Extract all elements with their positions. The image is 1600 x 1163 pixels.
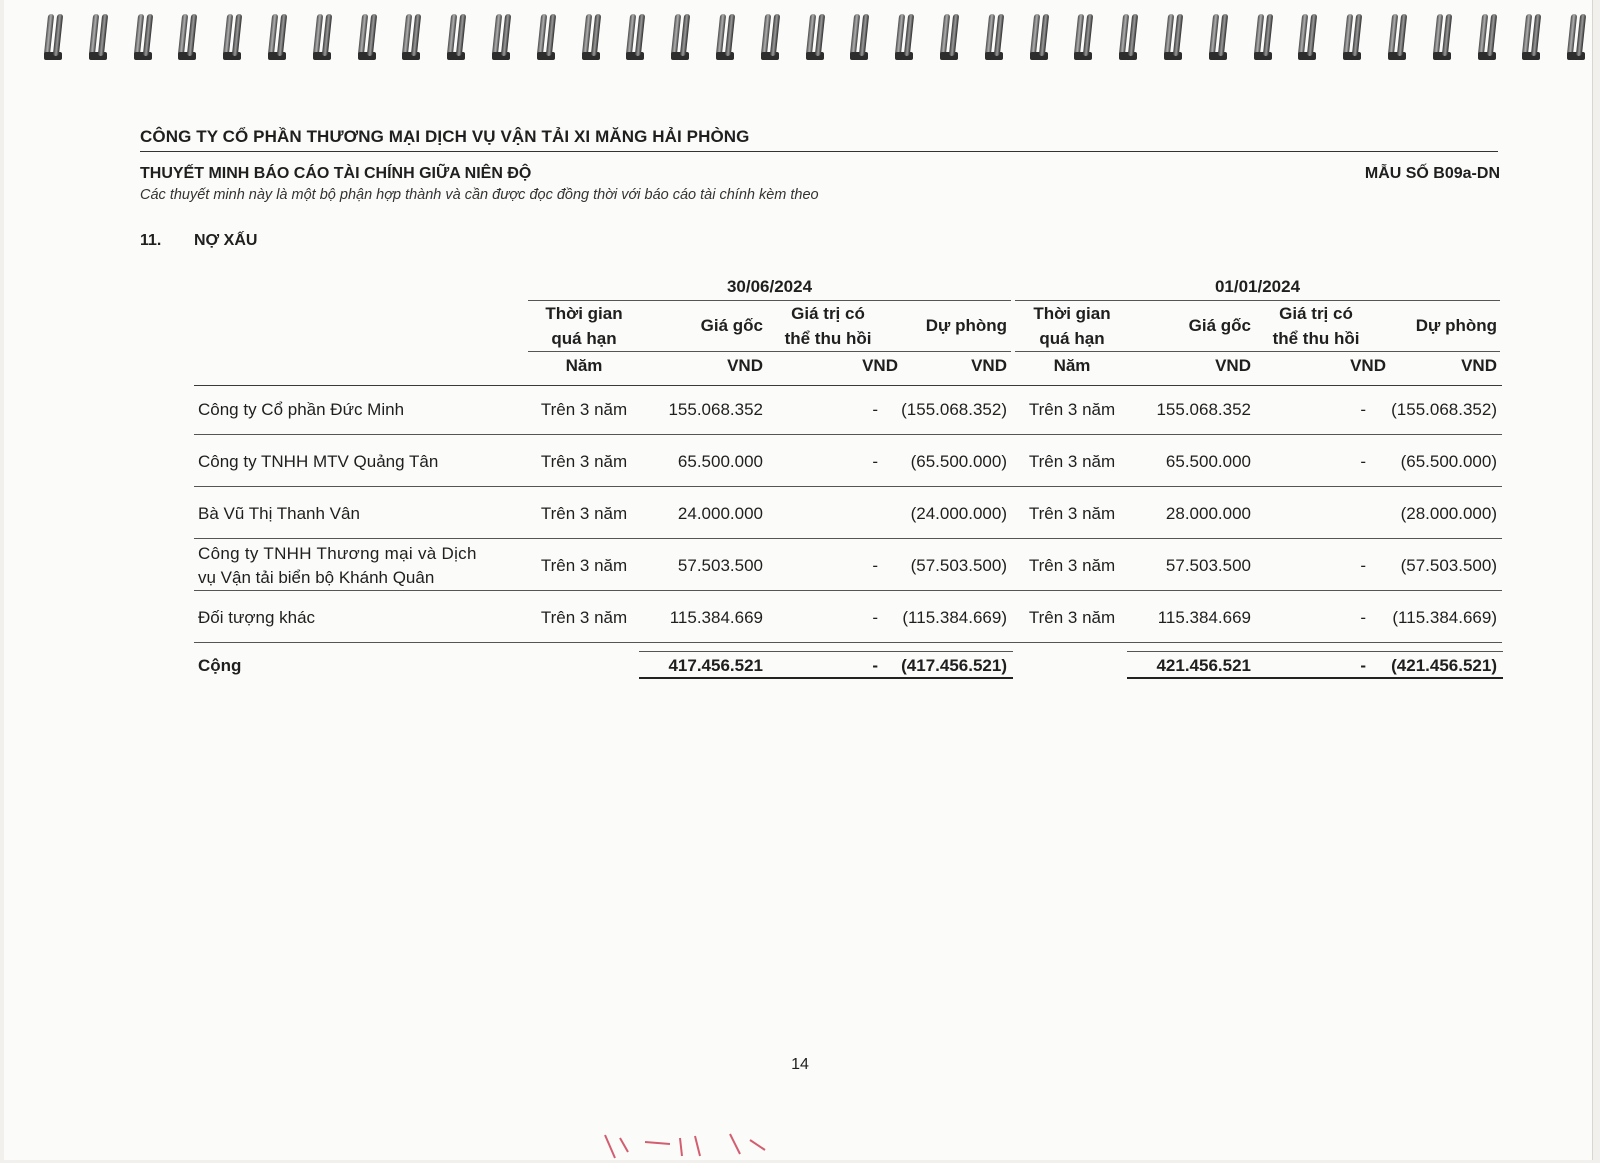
cell-provision: (155.068.352)	[1391, 400, 1497, 419]
binding-ring	[447, 12, 467, 58]
cell-recoverable: -	[872, 400, 878, 419]
binding-ring	[1030, 12, 1050, 58]
cell-provision: (57.503.500)	[910, 556, 1007, 575]
row-rule	[194, 434, 1502, 435]
cell-overdue: Trên 3 năm	[1028, 452, 1116, 471]
cell-recoverable: -	[1360, 452, 1366, 471]
cell-cost: 115.384.669	[669, 608, 763, 627]
document-note: Các thuyết minh này là một bộ phận hợp thành và cần được đọc đồng thời với báo cáo tài chính kèm theo	[140, 187, 819, 203]
cell-provision: (115.384.669)	[902, 608, 1007, 627]
cell-overdue: Trên 3 năm	[1028, 504, 1116, 523]
unit-label: VND	[1350, 356, 1386, 375]
cell-provision: (115.384.669)	[1392, 608, 1497, 627]
cell-cost: 115.384.669	[1157, 608, 1251, 627]
cell-cost: 57.503.500	[1165, 556, 1251, 575]
binding-ring	[806, 12, 826, 58]
row-name: Công ty TNHH Thương mại và Dịch	[198, 544, 477, 563]
total-top-rule	[639, 651, 1013, 652]
cell-cost: 65.500.000	[677, 452, 763, 471]
binding-ring	[1209, 12, 1229, 58]
period-header: 30/06/2024	[726, 277, 813, 296]
period-header: 01/01/2024	[1214, 277, 1301, 296]
binding-ring	[1254, 12, 1274, 58]
total-bottom-rule	[639, 677, 1013, 679]
row-rule	[194, 538, 1502, 539]
cell-overdue: Trên 3 năm	[1028, 400, 1116, 419]
cell-overdue: Trên 3 năm	[1028, 556, 1116, 575]
cell-recoverable: -	[872, 608, 878, 627]
row-name: Bà Vũ Thị Thanh Vân	[198, 504, 360, 523]
binding-ring	[895, 12, 915, 58]
cell-provision: (65.500.000)	[1400, 452, 1497, 471]
binding-ring	[985, 12, 1005, 58]
cell-provision: (28.000.000)	[1400, 504, 1497, 523]
cell-provision: (155.068.352)	[901, 400, 1007, 419]
col-cost-header: Giá gốc	[1188, 316, 1251, 335]
total-cost: 421.456.521	[1156, 656, 1251, 675]
binding-ring	[626, 12, 646, 58]
binding-ring	[1164, 12, 1184, 58]
row-rule	[194, 642, 1502, 643]
total-recoverable: -	[872, 656, 878, 675]
unit-label: VND	[971, 356, 1007, 375]
cell-overdue: Trên 3 năm	[540, 452, 628, 471]
unit-label: VND	[727, 356, 763, 375]
row-name: vụ Vận tải biển bộ Khánh Quân	[198, 568, 435, 587]
col-overdue-header: quá hạn	[1039, 329, 1105, 348]
cell-provision: (24.000.000)	[910, 504, 1007, 523]
binding-ring	[313, 12, 333, 58]
binding-ring	[671, 12, 691, 58]
binding-ring	[44, 12, 64, 58]
col-cost-header: Giá gốc	[700, 316, 763, 335]
col-recoverable-header: thể thu hồi	[1272, 329, 1360, 348]
unit-label: Năm	[565, 356, 603, 375]
spiral-binding	[0, 0, 1600, 70]
binding-ring	[178, 12, 198, 58]
col-recoverable-header: Giá trị có	[1279, 304, 1353, 323]
cell-cost: 28.000.000	[1165, 504, 1251, 523]
binding-ring	[1433, 12, 1453, 58]
unit-label: VND	[1215, 356, 1251, 375]
binding-ring	[1388, 12, 1408, 58]
cell-cost: 65.500.000	[1165, 452, 1251, 471]
red-stamp-fragment	[600, 1130, 780, 1160]
binding-ring	[582, 12, 602, 58]
cell-provision: (57.503.500)	[1400, 556, 1497, 575]
cell-recoverable: -	[872, 556, 878, 575]
cell-overdue: Trên 3 năm	[540, 608, 628, 627]
binding-ring	[940, 12, 960, 58]
col-overdue-header: Thời gian	[545, 304, 623, 323]
cell-overdue: Trên 3 năm	[540, 400, 628, 419]
section-number: 11.	[140, 232, 162, 249]
header-rule	[528, 351, 1011, 352]
binding-ring	[268, 12, 288, 58]
binding-ring	[761, 12, 781, 58]
binding-ring	[716, 12, 736, 58]
binding-ring	[1567, 12, 1587, 58]
form-code: MẪU SỐ B09a-DN	[1364, 165, 1500, 182]
row-name: Công ty Cổ phần Đức Minh	[198, 400, 405, 419]
unit-label: Năm	[1053, 356, 1091, 375]
row-name: Công ty TNHH MTV Quảng Tân	[198, 452, 439, 471]
cell-cost: 57.503.500	[677, 556, 763, 575]
page-number: 14	[791, 1056, 809, 1073]
cell-overdue: Trên 3 năm	[540, 556, 628, 575]
total-provision: (417.456.521)	[901, 656, 1007, 675]
cell-overdue: Trên 3 năm	[540, 504, 628, 523]
row-rule	[194, 486, 1502, 487]
cell-cost: 24.000.000	[677, 504, 763, 523]
company-name: CÔNG TY CỔ PHẦN THƯƠNG MẠI DỊCH VỤ VẬN TẢI XI MĂNG HẢI PHÒNG	[140, 127, 1498, 152]
period-rule	[1015, 300, 1500, 301]
row-rule	[194, 590, 1502, 591]
cell-recoverable: -	[1360, 556, 1366, 575]
total-top-rule	[1127, 651, 1503, 652]
total-cost: 417.456.521	[668, 656, 763, 675]
header-rule	[1015, 351, 1500, 352]
col-provision-header: Dự phòng	[1415, 316, 1497, 335]
binding-ring	[1478, 12, 1498, 58]
total-provision: (421.456.521)	[1391, 656, 1497, 675]
binding-ring	[134, 12, 154, 58]
binding-ring	[1074, 12, 1094, 58]
unit-label: VND	[862, 356, 898, 375]
binding-ring	[402, 12, 422, 58]
col-recoverable-header: Giá trị có	[791, 304, 865, 323]
cell-recoverable: -	[1360, 608, 1366, 627]
cell-overdue: Trên 3 năm	[1028, 608, 1116, 627]
total-recoverable: -	[1360, 656, 1366, 675]
unit-label: VND	[1461, 356, 1497, 375]
binding-ring	[1298, 12, 1318, 58]
col-recoverable-header: thể thu hồi	[784, 329, 872, 348]
col-provision-header: Dự phòng	[925, 316, 1007, 335]
cell-provision: (65.500.000)	[910, 452, 1007, 471]
section-title: NỢ XẤU	[194, 232, 258, 249]
row-name: Đối tượng khác	[198, 608, 316, 627]
total-label: Cộng	[198, 656, 242, 675]
binding-ring	[223, 12, 243, 58]
section-heading	[140, 232, 257, 250]
cell-cost: 155.068.352	[1156, 400, 1251, 419]
col-overdue-header: quá hạn	[551, 329, 617, 348]
table-top-rule	[194, 385, 1502, 386]
cell-cost: 155.068.352	[668, 400, 763, 419]
col-overdue-header: Thời gian	[1033, 304, 1111, 323]
binding-ring	[358, 12, 378, 58]
total-bottom-rule	[1127, 677, 1503, 679]
cell-recoverable: -	[872, 452, 878, 471]
binding-ring	[1119, 12, 1139, 58]
binding-ring	[537, 12, 557, 58]
binding-ring	[1522, 12, 1542, 58]
binding-ring	[1343, 12, 1363, 58]
binding-ring	[89, 12, 109, 58]
cell-recoverable: -	[1360, 400, 1366, 419]
period-rule	[528, 300, 1011, 301]
document-title: THUYẾT MINH BÁO CÁO TÀI CHÍNH GIỮA NIÊN ĐỘ	[140, 165, 532, 182]
binding-ring	[850, 12, 870, 58]
binding-ring	[492, 12, 512, 58]
